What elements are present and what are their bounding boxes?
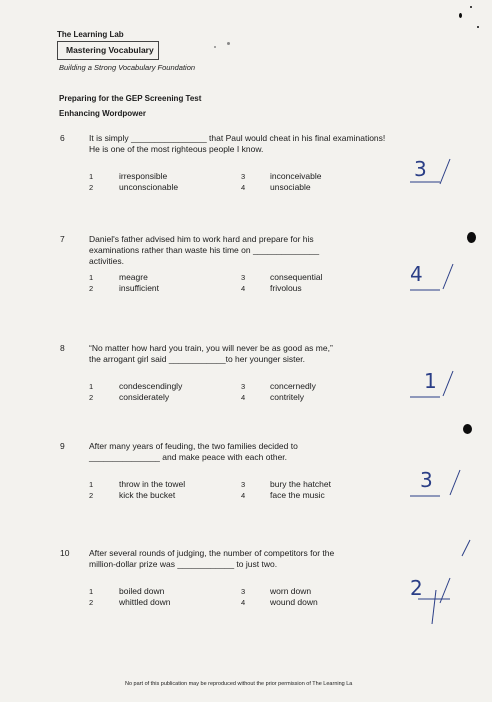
option-text: consequential <box>270 272 323 282</box>
copyright-footer: No part of this publication may be reproduced without the prior permission of The Learning La <box>125 681 353 687</box>
option-text: inconceivable <box>270 171 322 181</box>
question-line: activities. <box>89 256 124 266</box>
stray-stroke <box>462 540 470 556</box>
question-line: “No matter how hard you train, you will never be as good as me,” <box>89 343 333 353</box>
option-number: 1 <box>89 382 94 391</box>
book-title: Mastering Vocabulary <box>57 41 159 60</box>
option-text: throw in the towel <box>119 479 186 489</box>
option-text: concernedly <box>270 381 316 391</box>
handwritten-answer: 3 <box>420 468 433 492</box>
option-text: boiled down <box>119 586 165 596</box>
option-text: irresponsible <box>119 171 168 181</box>
section-subtitle: Enhancing Wordpower <box>59 109 146 118</box>
question-number: 8 <box>60 343 65 353</box>
option-text: whittled down <box>119 597 171 607</box>
option-number: 4 <box>241 284 246 293</box>
option-text: insufficient <box>119 283 160 293</box>
option-text: unconscionable <box>119 182 179 192</box>
option-text: contritely <box>270 392 305 402</box>
option-text: worn down <box>270 586 312 596</box>
option-number: 2 <box>89 491 94 500</box>
option-text: face the music <box>270 490 325 500</box>
option-number: 3 <box>241 587 246 596</box>
option-number: 1 <box>89 273 94 282</box>
brand-name: The Learning Lab <box>57 30 124 39</box>
question-line: the arrogant girl said ____________to her younger sister. <box>89 354 305 364</box>
handwritten-answer: 1 <box>424 369 437 393</box>
question-line: After several rounds of judging, the number of competitors for the <box>89 548 335 558</box>
handwritten-answer: 3 <box>414 157 427 181</box>
option-number: 4 <box>241 183 246 192</box>
option-text: meagre <box>119 272 148 282</box>
option-text: bury the hatchet <box>270 479 331 489</box>
stray-stroke <box>432 590 436 624</box>
question-line: _______________ and make peace with each other. <box>89 452 288 462</box>
question-line: examinations rather than waste his time on ______________ <box>89 245 320 255</box>
question-line: It is simply ________________ that Paul would cheat in his final examinations! <box>89 133 386 143</box>
question-line: He is one of the most righteous people I know. <box>89 144 264 154</box>
option-text: unsociable <box>270 182 311 192</box>
question-line: Daniel's father advised him to work hard and prepare for his <box>89 234 314 244</box>
option-number: 3 <box>241 382 246 391</box>
question-number: 9 <box>60 441 65 451</box>
option-text: kick the bucket <box>119 490 176 500</box>
option-number: 2 <box>89 284 94 293</box>
option-number: 3 <box>241 480 246 489</box>
option-text: considerately <box>119 392 170 402</box>
question-number: 10 <box>60 548 70 558</box>
option-number: 1 <box>89 480 94 489</box>
handwritten-answer: 2 <box>410 576 423 600</box>
option-number: 1 <box>89 587 94 596</box>
option-number: 2 <box>89 183 94 192</box>
option-number: 1 <box>89 172 94 181</box>
option-number: 4 <box>241 393 246 402</box>
option-number: 2 <box>89 598 94 607</box>
question-line: million-dollar prize was ____________ to just two. <box>89 559 278 569</box>
tagline: Building a Strong Vocabulary Foundation <box>59 63 196 72</box>
option-number: 3 <box>241 172 246 181</box>
option-number: 2 <box>89 393 94 402</box>
question-number: 7 <box>60 234 65 244</box>
option-number: 3 <box>241 273 246 282</box>
option-text: frivolous <box>270 283 302 293</box>
handwritten-answer: 4 <box>410 262 423 286</box>
option-text: wound down <box>270 597 318 607</box>
option-number: 4 <box>241 598 246 607</box>
option-text: condescendingly <box>119 381 183 391</box>
option-number: 4 <box>241 491 246 500</box>
question-line: After many years of feuding, the two families decided to <box>89 441 298 451</box>
section-title: Preparing for the GEP Screening Test <box>59 94 202 103</box>
question-number: 6 <box>60 133 65 143</box>
